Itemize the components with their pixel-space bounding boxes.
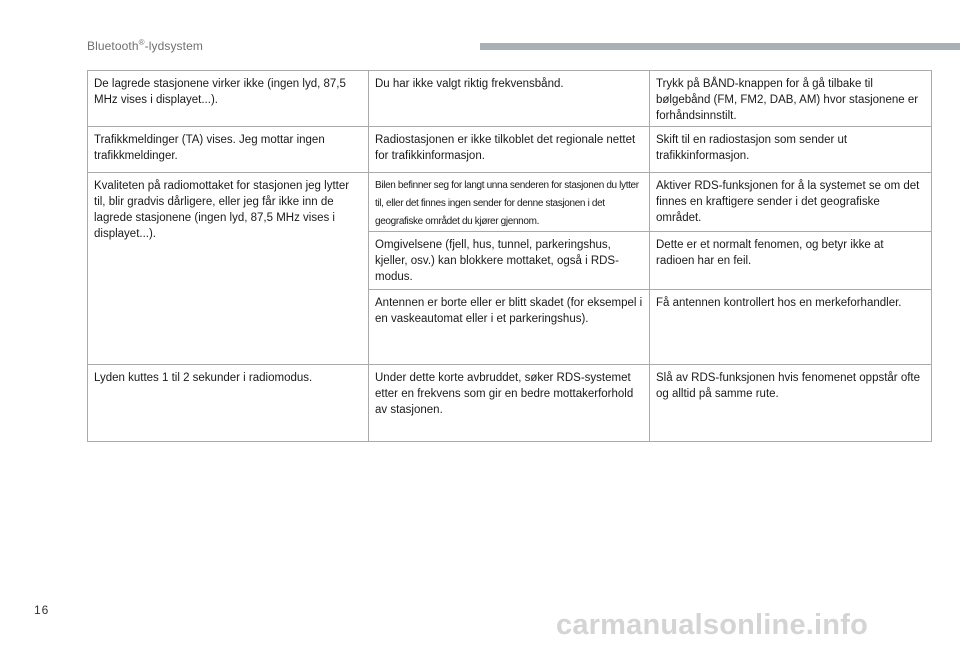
question-cell: Kvaliteten på radiomottaket for stasjonen jeg lytter til, blir gradvis dårligere, eller jeg får ikke inn de lagrede stasjonene (ingen lyd, 87,5 MHz vises i displayet...). xyxy=(88,173,369,365)
cause-cell: Du har ikke valgt riktig frekvensbånd. xyxy=(369,71,650,127)
cause-cell: Bilen befinner seg for langt unna senderen for stasjonen du lytter til, eller det finnes ingen sender for denne stasjonen i det geografiske området du kjører gjennom. xyxy=(369,173,650,232)
solution-cell: Få antennen kontrollert hos en merkeforhandler. xyxy=(650,290,932,365)
solution-cell: Slå av RDS-funksjonen hvis fenomenet oppstår ofte og alltid på samme rute. xyxy=(650,365,932,442)
watermark-text: carmanualsonline.info xyxy=(556,609,868,641)
solution-cell: Aktiver RDS-funksjonen for å la systemet se om det finnes en kraftigere sender i det geografiske området. xyxy=(650,173,932,232)
section-header-title xyxy=(87,39,203,53)
question-cell: Trafikkmeldinger (TA) vises. Jeg mottar ingen trafikkmeldinger. xyxy=(88,127,369,173)
table-row xyxy=(88,127,932,173)
troubleshooting-table xyxy=(87,70,932,442)
question-cell: De lagrede stasjonene virker ikke (ingen lyd, 87,5 MHz vises i displayet...). xyxy=(88,71,369,127)
table-row xyxy=(88,173,932,232)
cause-cell: Antennen er borte eller er blitt skadet (for eksempel i en vaskeautomat eller i et parkeringshus). xyxy=(369,290,650,365)
table-row xyxy=(88,71,932,127)
header-title-main: Bluetooth xyxy=(87,39,139,53)
header-accent-bar xyxy=(480,43,960,50)
solution-cell: Dette er et normalt fenomen, og betyr ikke at radioen har en feil. xyxy=(650,232,932,290)
cause-cell: Radiostasjonen er ikke tilkoblet det regionale nettet for trafikkinformasjon. xyxy=(369,127,650,173)
solution-cell: Skift til en radiostasjon som sender ut trafikkinformasjon. xyxy=(650,127,932,173)
registered-mark: ® xyxy=(138,38,145,47)
question-cell: Lyden kuttes 1 til 2 sekunder i radiomodus. xyxy=(88,365,369,442)
cause-cell: Under dette korte avbruddet, søker RDS-systemet etter en frekvens som gir en bedre mottakerforhold av stasjonen. xyxy=(369,365,650,442)
solution-cell: Trykk på BÅND-knappen for å gå tilbake til bølgebånd (FM, FM2, DAB, AM) hvor stasjonene er forhåndsinnstilt. xyxy=(650,71,932,127)
table-row xyxy=(88,365,932,442)
header-title-suffix: -lydsystem xyxy=(144,39,203,53)
cause-cell: Omgivelsene (fjell, hus, tunnel, parkeringshus, kjeller, osv.) kan blokkere mottaket, også i RDS-modus. xyxy=(369,232,650,290)
page-number: 16 xyxy=(34,603,50,617)
